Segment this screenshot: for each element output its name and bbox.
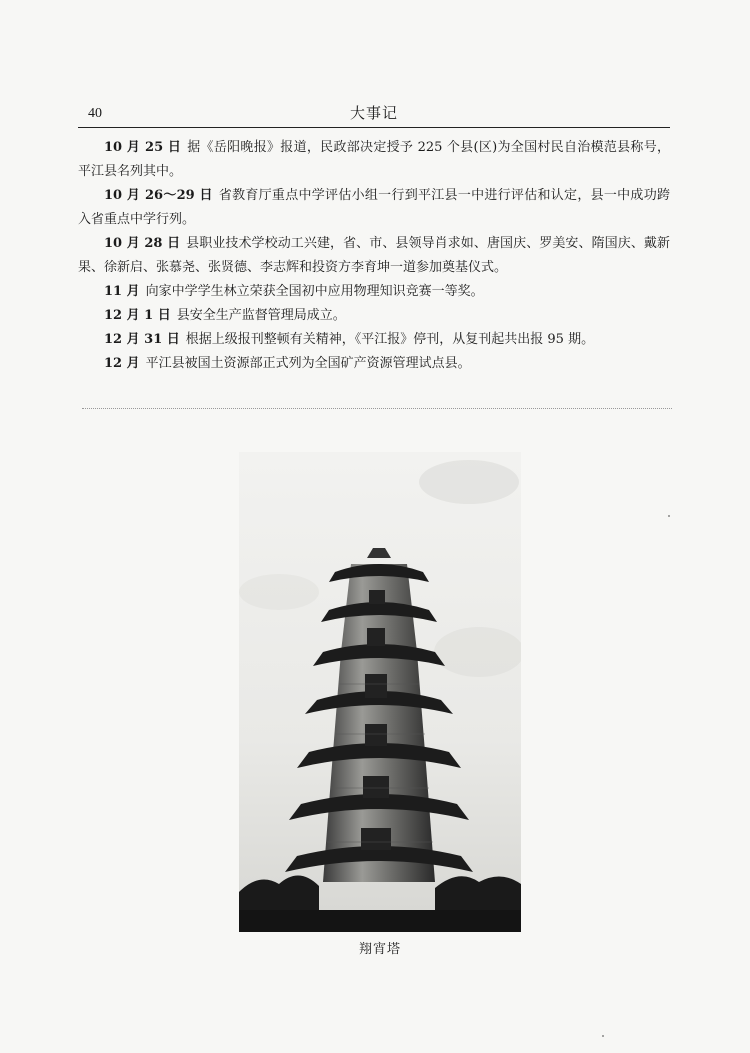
page-number: 40 [88, 106, 102, 121]
chronicle-entry [78, 136, 670, 184]
section-title: 大事记 [349, 104, 398, 122]
chronicle-entry [78, 280, 670, 304]
entry-text: 县安全生产监督管理局成立。 [176, 308, 346, 323]
entry-date: 11 月 [104, 284, 140, 299]
section-divider [82, 408, 672, 409]
chronicle-entry [78, 304, 670, 328]
scan-speck [668, 515, 670, 517]
chronicle-entry [78, 232, 670, 280]
header-rule [78, 127, 670, 128]
pagoda-illustration [239, 452, 521, 932]
chronicle-entry [78, 328, 670, 352]
entry-text: 根据上级报刊整顿有关精神，《平江报》停刊，从复刊起共出报 95 期。 [185, 332, 595, 347]
chronicle-entries [78, 136, 670, 376]
entry-date: 10 月 28 日 [104, 236, 181, 251]
entry-date: 12 月 1 日 [104, 308, 171, 323]
entry-text: 省教育厅重点中学评估小组一行到平江县一中进行评估和认定，县一中成功跨入省重点中学行列。 [78, 188, 670, 227]
chronicle-entry [78, 352, 670, 376]
entry-date: 10 月 25 日 [104, 140, 182, 155]
pagoda-photo [239, 452, 521, 932]
entry-date: 10 月 26～29 日 [104, 188, 213, 203]
entry-text: 向家中学学生林立荣获全国初中应用物理知识竞赛一等奖。 [145, 284, 484, 299]
scan-speck [602, 1035, 604, 1037]
entry-text: 平江县被国土资源部正式列为全国矿产资源管理试点县。 [145, 356, 471, 371]
chronicle-entry [78, 184, 670, 232]
entry-text: 据《岳阳晚报》报道，民政部决定授予 225 个县(区)为全国村民自治模范县称号，平江县名列其中。 [78, 140, 670, 179]
entry-text: 县职业技术学校动工兴建，省、市、县领导肖求如、唐国庆、罗美安、隋国庆、戴新果、徐新启、张慕尧、张贤德、李志辉和投资方李育坤一道参加奠基仪式。 [78, 236, 670, 275]
entry-date: 12 月 [104, 356, 140, 371]
page-header [78, 98, 670, 128]
photo-caption: 翔宵塔 [358, 942, 401, 957]
entry-date: 12 月 31 日 [104, 332, 180, 347]
